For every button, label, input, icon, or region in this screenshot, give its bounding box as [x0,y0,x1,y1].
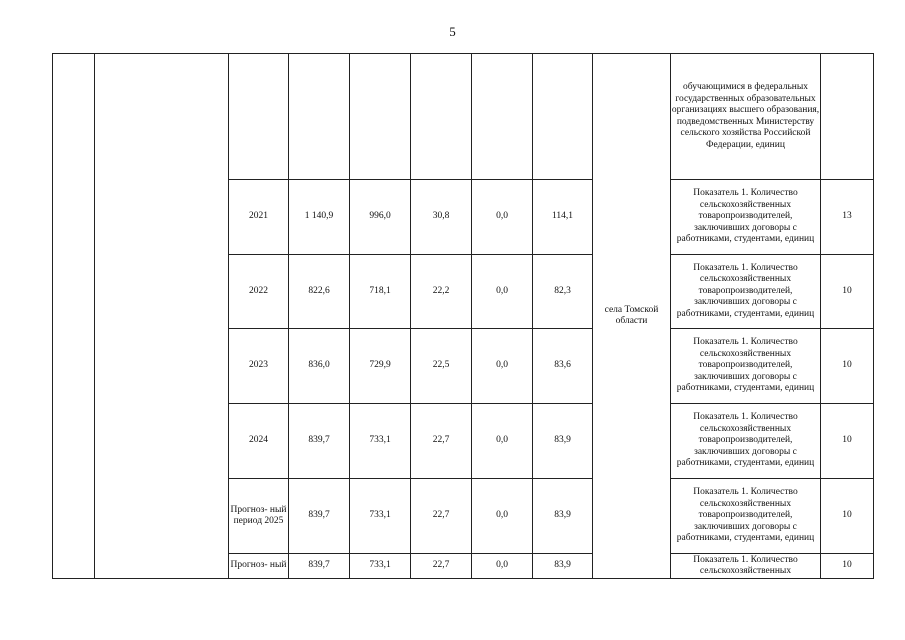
value-cell: 839,7 [289,479,350,554]
value-cell: 733,1 [350,554,411,579]
period-cell: 2024 [229,404,289,479]
value-cell: 83,9 [533,404,593,479]
value-cell: 22,7 [411,404,472,479]
value-cell: 836,0 [289,329,350,404]
value-cell: 839,7 [289,404,350,479]
col-name-cell [95,54,229,579]
value-cell: 22,7 [411,479,472,554]
target-cell: 10 [821,404,874,479]
value-cell: 30,8 [411,180,472,255]
period-cell: 2022 [229,255,289,329]
value-cell: 733,1 [350,479,411,554]
top-indicator-cell: обучающимися в федеральных государственных образовательных организациях высшего образования, подведомственных Министерству сельского хозяйства Российской Федерации, единиц [671,54,821,180]
table-cell [289,54,350,180]
value-cell: 82,3 [533,255,593,329]
period-cell: 2021 [229,180,289,255]
col-number-cell [53,54,95,579]
value-cell: 83,9 [533,479,593,554]
value-cell: 0,0 [472,180,533,255]
value-cell: 0,0 [472,255,533,329]
value-cell: 22,5 [411,329,472,404]
target-cell: 13 [821,180,874,255]
value-cell: 996,0 [350,180,411,255]
value-cell: 822,6 [289,255,350,329]
target-cell: 10 [821,329,874,404]
value-cell: 839,7 [289,554,350,579]
location-cell: села Томской области [593,54,671,579]
value-cell: 22,2 [411,255,472,329]
value-cell: 83,6 [533,329,593,404]
page-number: 5 [449,24,456,39]
indicator-cell: Показатель 1. Количество сельскохозяйственных [671,554,821,579]
value-cell: 718,1 [350,255,411,329]
value-cell: 729,9 [350,329,411,404]
indicator-cell: Показатель 1. Количество сельскохозяйственных товаропроизводителей, заключивших договоры с работниками, студентами, единиц [671,255,821,329]
table-cell [229,54,289,180]
indicator-cell: Показатель 1. Количество сельскохозяйственных товаропроизводителей, заключивших договоры с работниками, студентами, единиц [671,404,821,479]
value-cell: 0,0 [472,554,533,579]
table-cell [821,54,874,180]
target-cell: 10 [821,255,874,329]
table-row-header-continuation [53,54,874,180]
period-cell: Прогноз- ный период 2025 [229,479,289,554]
table-cell [411,54,472,180]
value-cell: 0,0 [472,404,533,479]
table-cell [472,54,533,180]
value-cell: 22,7 [411,554,472,579]
period-cell: 2023 [229,329,289,404]
table-cell [350,54,411,180]
indicator-cell: Показатель 1. Количество сельскохозяйственных товаропроизводителей, заключивших договоры с работниками, студентами, единиц [671,479,821,554]
value-cell: 733,1 [350,404,411,479]
period-cell: Прогноз- ный [229,554,289,579]
value-cell: 83,9 [533,554,593,579]
indicator-cell: Показатель 1. Количество сельскохозяйственных товаропроизводителей, заключивших договоры с работниками, студентами, единиц [671,180,821,255]
value-cell: 1 140,9 [289,180,350,255]
value-cell: 0,0 [472,329,533,404]
program-table [52,53,874,579]
value-cell: 114,1 [533,180,593,255]
table-cell [533,54,593,180]
target-cell: 10 [821,554,874,579]
indicator-cell: Показатель 1. Количество сельскохозяйственных товаропроизводителей, заключивших договоры с работниками, студентами, единиц [671,329,821,404]
value-cell: 0,0 [472,479,533,554]
target-cell: 10 [821,479,874,554]
